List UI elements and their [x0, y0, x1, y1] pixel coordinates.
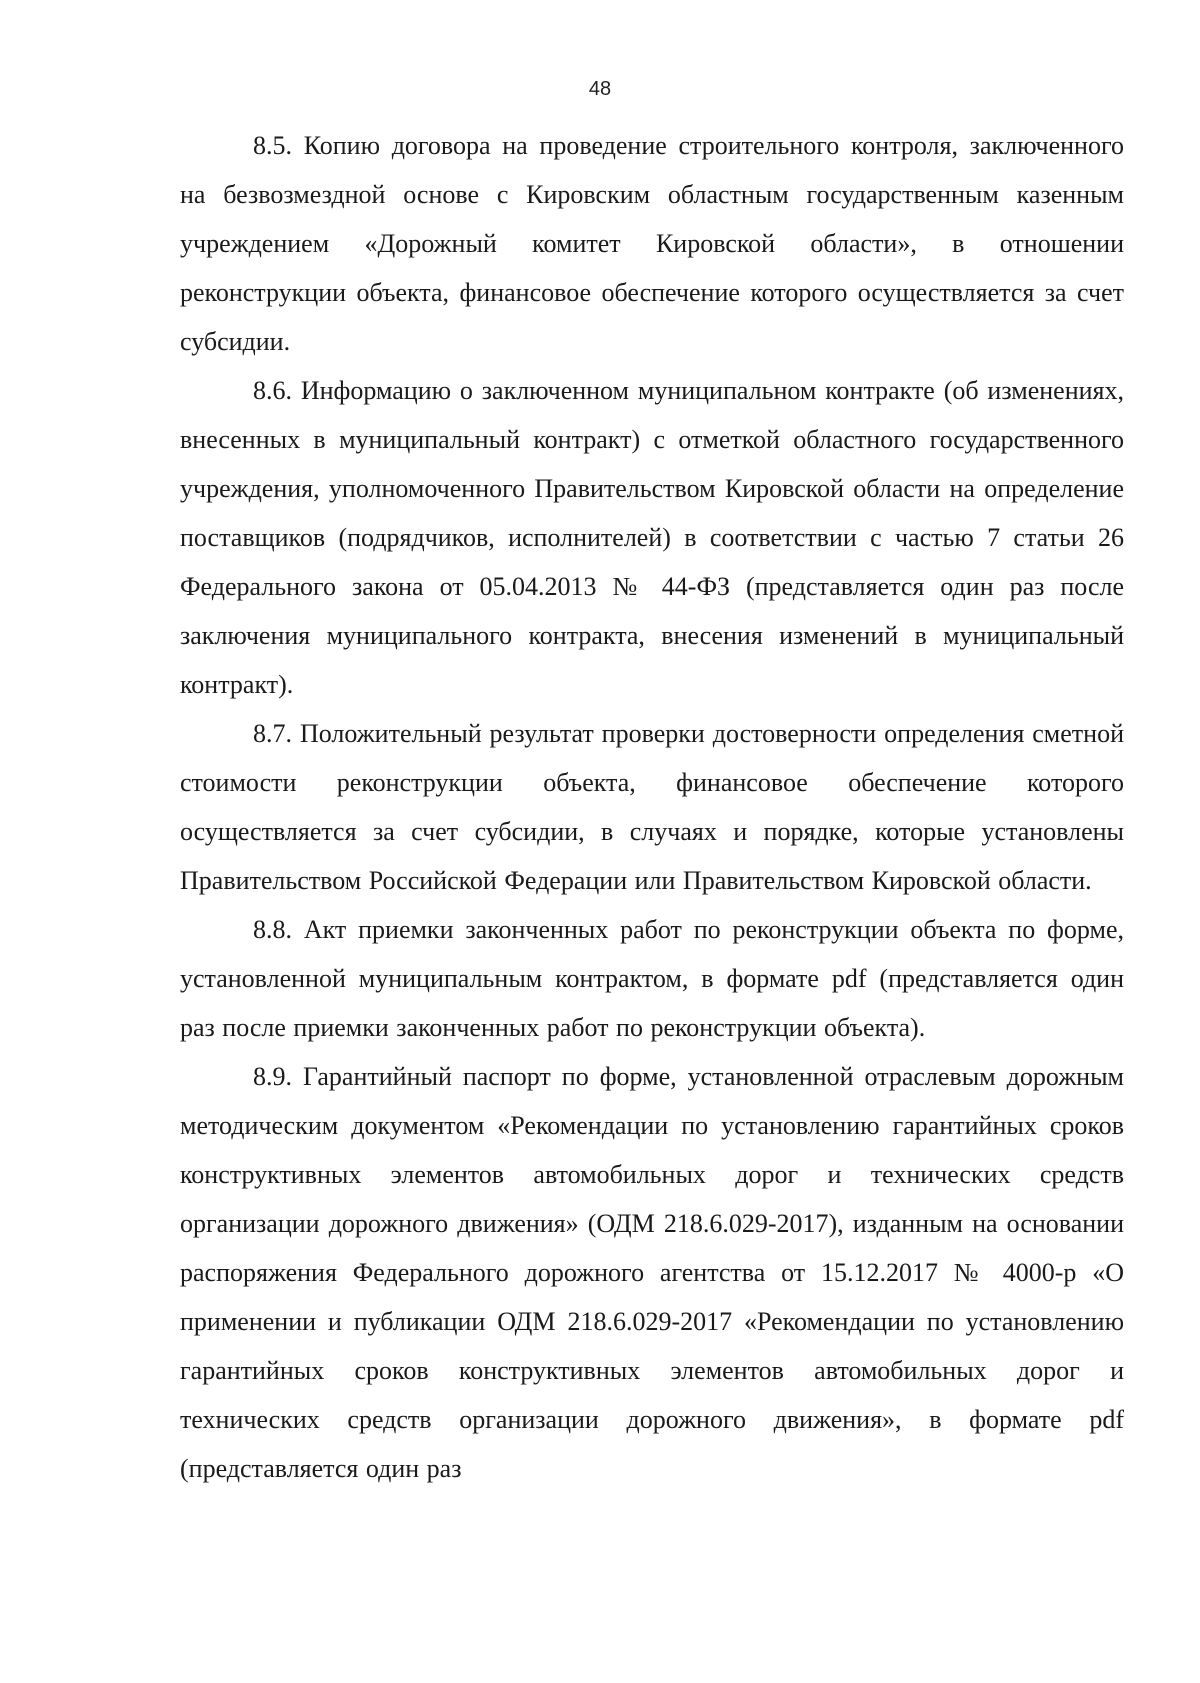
- paragraph-8-6: 8.6. Информацию о заключенном муниципальном контракте (об изменениях, внесенных в муниципальный контракт) с отметкой областного государственного учреждения, уполномоченного Правительством Кировской области на определение поставщиков (подрядчиков, исполнителей) в соответствии с частью 7 статьи 26 Федерального закона от 05.04.2013 № 44-ФЗ (представляется один раз после заключения муниципального контракта, внесения изменений в муниципальный контракт).: [180, 376, 1124, 699]
- paragraph-8-7: 8.7. Положительный результат проверки достоверности определения сметной стоимости реконструкции объекта, финансовое обеспечение которого осуществляется за счет субсидии, в случаях и порядке, которые установлены Правительством Российской Федерации или Правительством Кировской области.: [180, 719, 1124, 895]
- document-body: [180, 121, 1124, 1493]
- paragraph-8-9: 8.9. Гарантийный паспорт по форме, установленной отраслевым дорожным методическим документом «Рекомендации по установлению гарантийных сроков конструктивных элементов автомобильных дорог и технических средств организации дорожного движения» (ОДМ 218.6.029-2017), изданным на основании распоряжения Федерального дорожного агентства от 15.12.2017 № 4000-р «О применении и публикации ОДМ 218.6.029-2017 «Рекомендации по установлению гарантийных сроков конструктивных элементов автомобильных дорог и технических средств организации дорожного движения», в формате pdf (представляется один раз: [180, 1062, 1124, 1483]
- paragraph-8-8: 8.8. Акт приемки законченных работ по реконструкции объекта по форме, установленной муниципальным контрактом, в формате pdf (представляется один раз после приемки законченных работ по реконструкции объекта).: [180, 915, 1124, 1042]
- page-number: 48: [588, 78, 612, 100]
- paragraph-8-5: 8.5. Копию договора на проведение строительного контроля, заключенного на безвозмездной основе с Кировским областным государственным казенным учреждением «Дорожный комитет Кировской области», в отношении реконструкции объекта, финансовое обеспечение которого осуществляется за счет субсидии.: [180, 131, 1124, 356]
